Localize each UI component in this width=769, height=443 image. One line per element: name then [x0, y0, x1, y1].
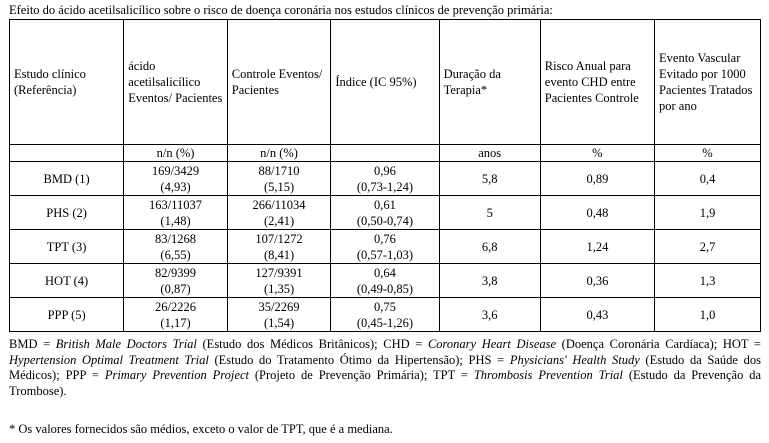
- duration-cell: 5,8: [439, 162, 540, 196]
- footnote-text: (Estudo dos Médicos Britânicos); CHD =: [196, 337, 428, 351]
- asa-count: 26/2226: [155, 299, 196, 314]
- control-count: 127/9391: [255, 265, 303, 280]
- control-percent: (2,41): [263, 213, 295, 228]
- unit-cell: n/n (%): [227, 145, 331, 162]
- risk-cell: 1,24: [540, 230, 654, 264]
- index-cell: [331, 298, 439, 332]
- data-table: [9, 19, 761, 332]
- footnote-text: (Doença Coronária Cardíaca); HOT =: [556, 337, 761, 351]
- risk-cell: 0,89: [540, 162, 654, 196]
- footnote-trial-name: Primary Prevention Project: [104, 368, 249, 383]
- asa-percent: (1,17): [160, 315, 191, 330]
- asa-count: 169/3429: [151, 163, 200, 178]
- asa-percent: (6,55): [160, 247, 191, 262]
- control-count: 88/1710: [258, 163, 300, 178]
- control-percent: (1,35): [263, 281, 295, 296]
- duration-cell: 3,6: [439, 298, 540, 332]
- index-value: 0,61: [374, 197, 396, 212]
- header-asa: ácido acetilsalicílico Eventos/ Pacientes: [124, 20, 228, 145]
- avoided-cell: 1,9: [655, 196, 761, 230]
- avoided-cell: 0,4: [655, 162, 761, 196]
- index-cell: [331, 230, 439, 264]
- asa-cell: [124, 298, 228, 332]
- footnote-trial-name: Coronary Heart Disease: [427, 337, 557, 351]
- table-row: [10, 230, 761, 264]
- index-ci: (0,73-1,24): [356, 179, 414, 194]
- header-study: Estudo clínico (Referência): [10, 20, 124, 145]
- asa-percent: (0,87): [160, 281, 191, 296]
- footnote-trial-name: Physicians' Health Study: [509, 352, 640, 367]
- unit-cell: %: [540, 145, 654, 162]
- header-duration: Duração da Terapia*: [439, 20, 540, 145]
- control-cell: [227, 298, 331, 332]
- avoided-cell: 1,0: [655, 298, 761, 332]
- table-row: [10, 196, 761, 230]
- unit-cell: n/n (%): [124, 145, 228, 162]
- unit-cell: anos: [439, 145, 540, 162]
- footnote-text: (Estudo do Tratamento Ótimo da Hipertensão); PHS =: [208, 352, 510, 367]
- header-control: Controle Eventos/ Pacientes: [227, 20, 331, 145]
- risk-cell: 0,36: [540, 264, 654, 298]
- asa-count: 82/9399: [155, 265, 196, 280]
- footnote-text: (Estudo da Saúde dos Médicos); PPP =: [9, 352, 761, 383]
- duration-cell: 6,8: [439, 230, 540, 264]
- index-cell: [331, 264, 439, 298]
- header-annual-risk: Risco Anual para evento CHD entre Pacientes Controle: [540, 20, 654, 145]
- unit-cell: %: [655, 145, 761, 162]
- index-ci: (0,49-0,85): [356, 281, 414, 296]
- control-count: 107/1272: [255, 231, 303, 246]
- study-cell: TPT (3): [10, 230, 124, 264]
- avoided-cell: 2,7: [655, 230, 761, 264]
- control-percent: (5,15): [263, 179, 295, 194]
- median-note: * Os valores fornecidos são médios, exceto o valor de TPT, que é a mediana.: [9, 422, 393, 436]
- risk-cell: 0,43: [540, 298, 654, 332]
- abbreviations-footnote: [9, 337, 761, 399]
- study-cell: HOT (4): [10, 264, 124, 298]
- header-row: [10, 20, 761, 145]
- duration-cell: 3,8: [439, 264, 540, 298]
- risk-cell: 0,48: [540, 196, 654, 230]
- page-title: Efeito do ácido acetilsalicílico sobre o risco de doença coronária nos estudos clínicos de prevenção primária:: [9, 3, 553, 17]
- control-cell: [227, 230, 331, 264]
- asa-count: 163/11037: [149, 197, 203, 212]
- duration-cell: 5: [439, 196, 540, 230]
- asa-cell: [124, 196, 228, 230]
- footnote-trial-name: Thrombosis Prevention Trial: [473, 368, 623, 383]
- table-row: [10, 298, 761, 332]
- study-cell: BMD (1): [10, 162, 124, 196]
- footnote-trial-name: British Male Doctors Trial: [55, 337, 197, 351]
- asa-percent: (4,93): [160, 179, 191, 194]
- table-row: [10, 162, 761, 196]
- table-row: [10, 264, 761, 298]
- header-avoided: Evento Vascular Evitado por 1000 Pacientes Tratados por ano: [655, 20, 761, 145]
- control-cell: [227, 264, 331, 298]
- header-index: Índice (IC 95%): [331, 20, 439, 145]
- control-percent: (1,54): [263, 315, 295, 330]
- footnote-text: (Estudo da Prevenção da Trombose).: [9, 368, 762, 398]
- index-value: 0,96: [374, 163, 396, 178]
- control-cell: [227, 196, 331, 230]
- index-value: 0,76: [374, 231, 396, 246]
- asa-percent: (1,48): [160, 213, 191, 228]
- asa-cell: [124, 230, 228, 264]
- index-ci: (0,57-1,03): [356, 247, 414, 262]
- asa-cell: [124, 264, 228, 298]
- footnote-trial-name: Hypertension Optimal Treatment Trial: [9, 352, 209, 367]
- index-value: 0,64: [374, 265, 396, 280]
- unit-cell: [10, 145, 124, 162]
- index-ci: (0,50-0,74): [356, 213, 414, 228]
- index-cell: [331, 196, 439, 230]
- control-cell: [227, 162, 331, 196]
- control-percent: (8,41): [263, 247, 295, 262]
- avoided-cell: 1,3: [655, 264, 761, 298]
- control-count: 35/2269: [258, 299, 300, 314]
- control-count: 266/11034: [252, 197, 306, 212]
- asa-cell: [124, 162, 228, 196]
- asa-count: 83/1268: [155, 231, 196, 246]
- unit-cell: [331, 145, 439, 162]
- footnote-text: (Projeto de Prevenção Primária); TPT =: [248, 368, 474, 383]
- index-cell: [331, 162, 439, 196]
- study-cell: PHS (2): [10, 196, 124, 230]
- index-ci: (0,45-1,26): [356, 315, 414, 330]
- study-cell: PPP (5): [10, 298, 124, 332]
- index-value: 0,75: [374, 299, 396, 314]
- units-row: [10, 145, 761, 162]
- footnote-text: BMD =: [9, 337, 56, 351]
